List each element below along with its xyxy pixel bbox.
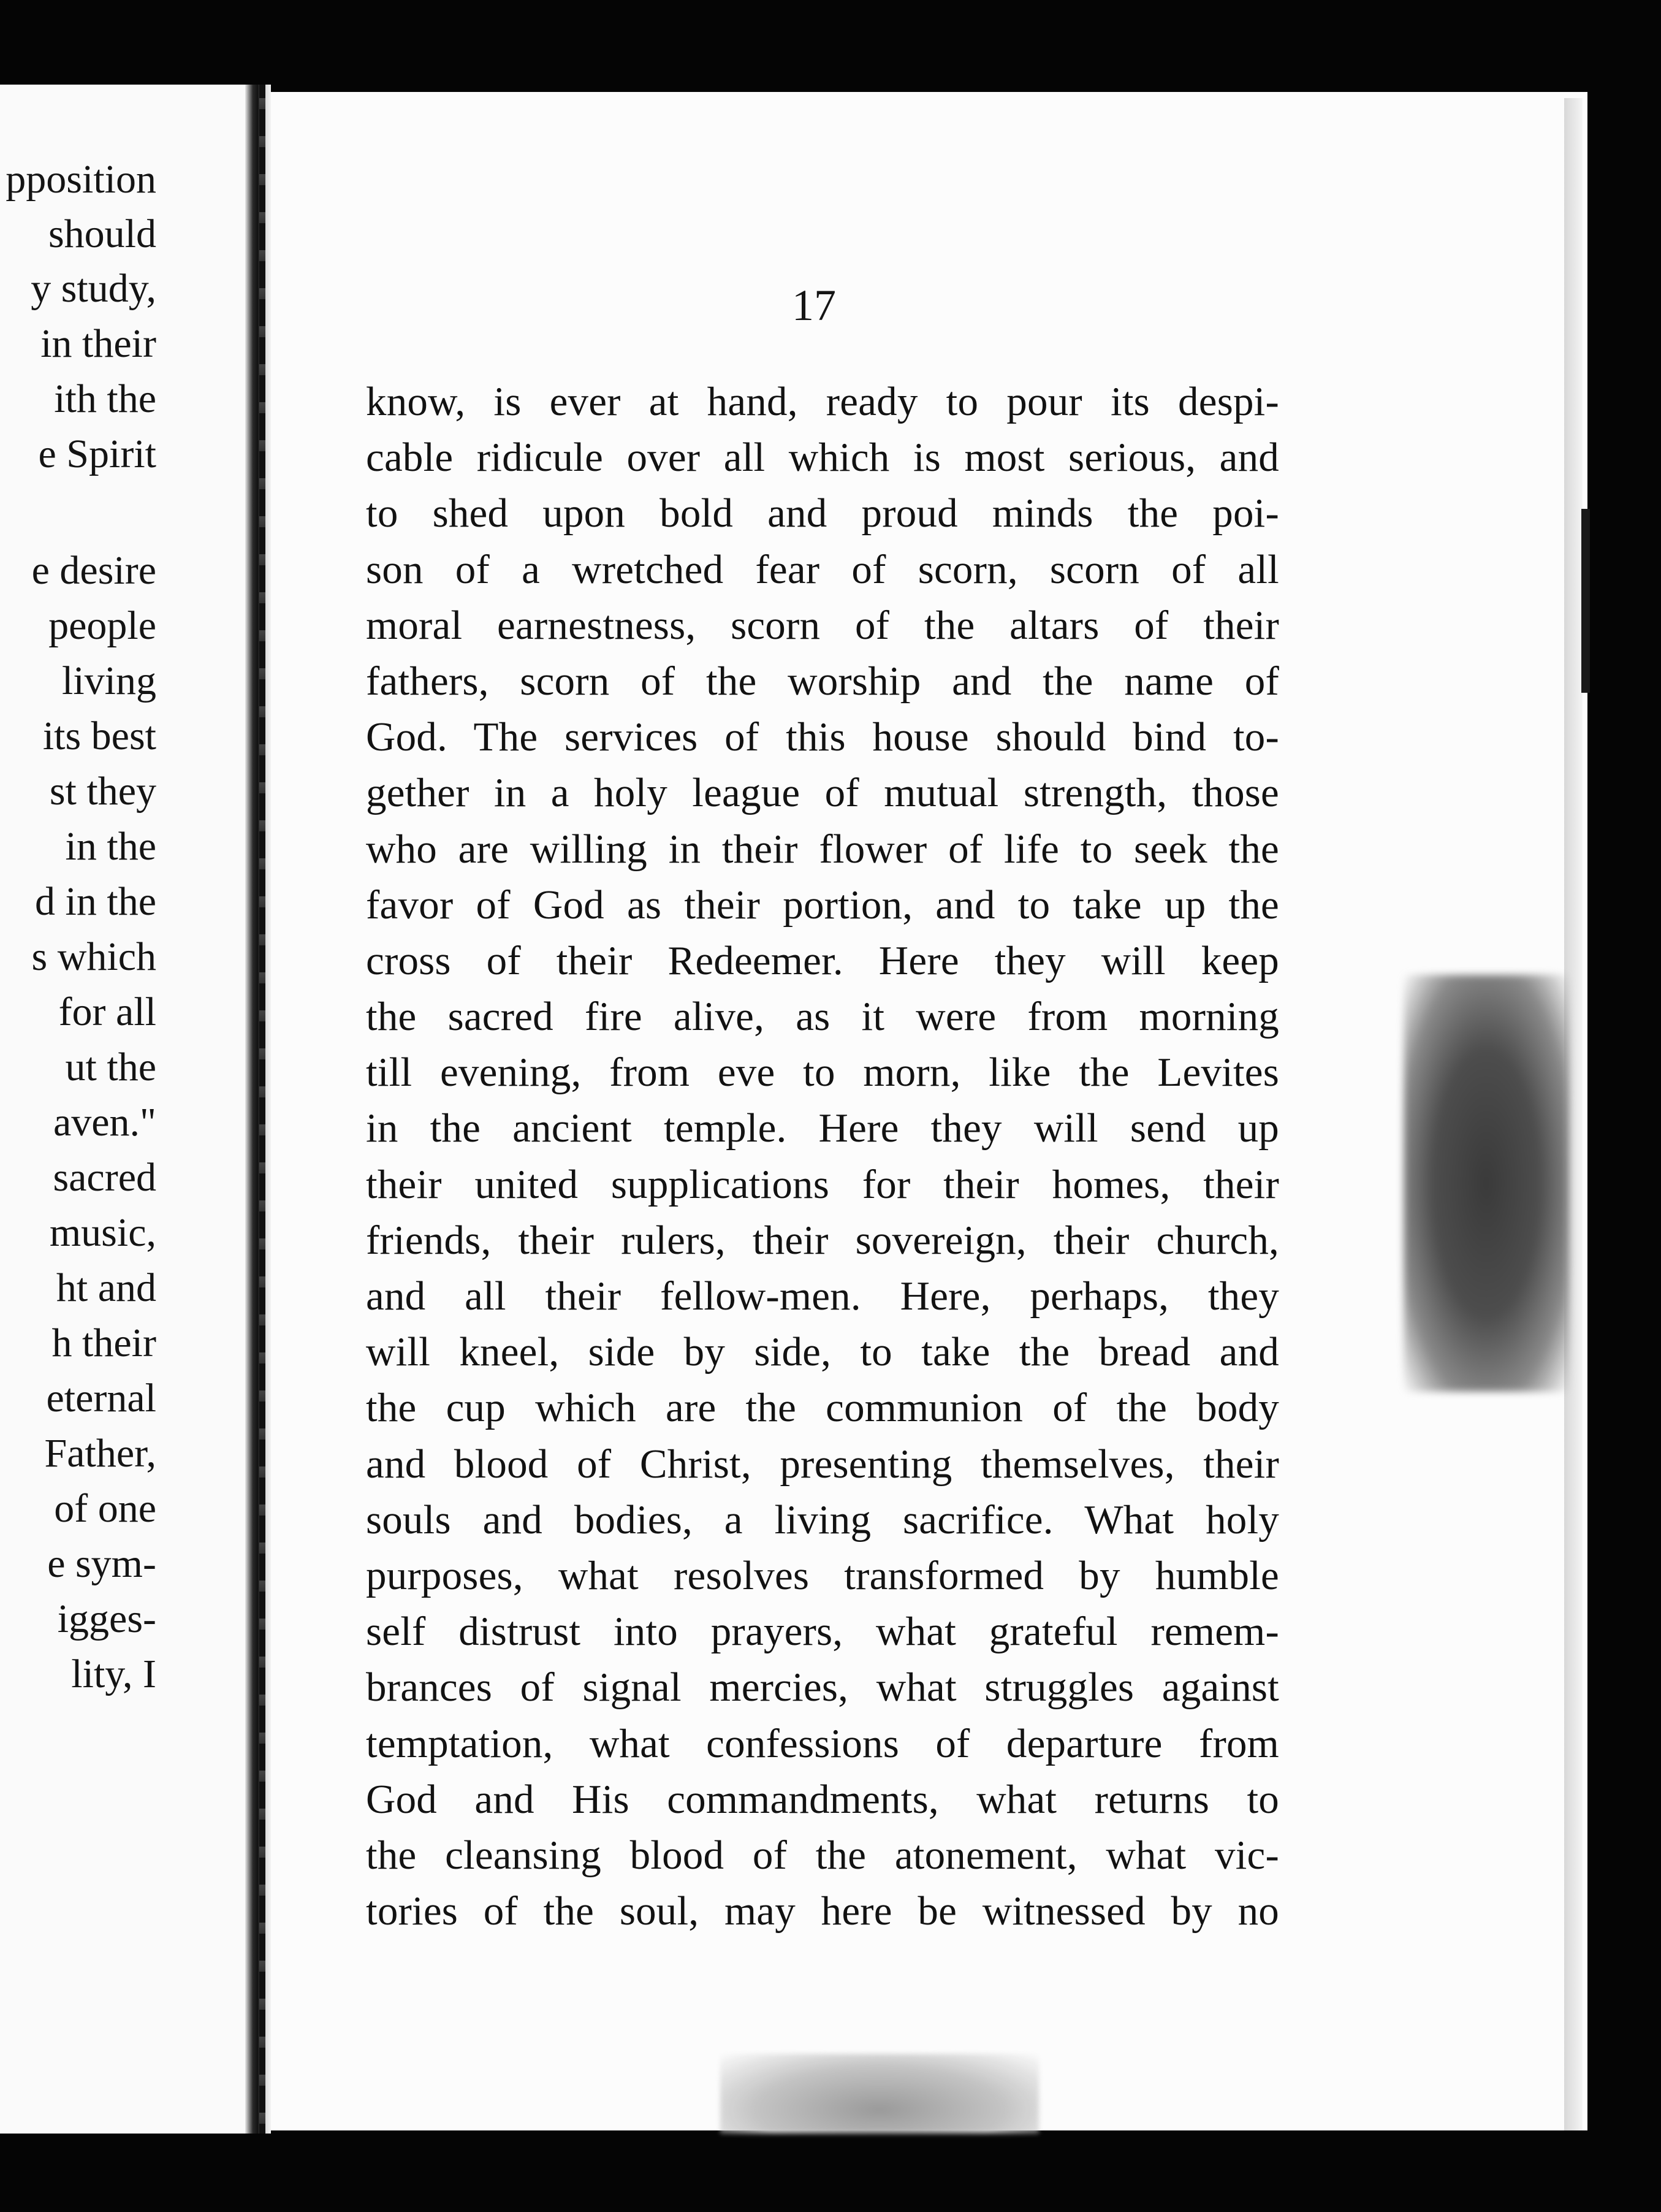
- text-line: self distrust into prayers, what grateful remem-: [366, 1609, 1279, 1655]
- left-text-fragment: eternal: [46, 1376, 156, 1421]
- text-line: purposes, what resolves transformed by humble: [366, 1552, 1279, 1598]
- left-text-fragment: aven.": [53, 1100, 156, 1145]
- text-line: know, is ever at hand, ready to pour its despi-: [366, 379, 1279, 424]
- left-text-fragment: in the: [65, 824, 156, 869]
- left-text-fragment: sacred: [53, 1155, 156, 1200]
- left-text-fragment: d in the: [35, 879, 156, 924]
- left-text-fragment: people: [48, 603, 156, 648]
- left-text-fragment: igges-: [57, 1596, 156, 1641]
- page-body-text: [366, 374, 1279, 1939]
- text-line: gether in a holy league of mutual strength, those: [366, 770, 1279, 816]
- left-text-fragment: st they: [49, 769, 156, 814]
- scan-shadow-bottom: [720, 2054, 1039, 2134]
- left-text-fragment: living: [61, 658, 156, 703]
- left-text-fragment: e sym-: [47, 1541, 156, 1586]
- text-line: fathers, scorn of the worship and the name of: [366, 658, 1279, 704]
- left-text-fragment: its best: [42, 714, 156, 758]
- text-line: in the ancient temple. Here they will send up: [366, 1105, 1279, 1151]
- left-text-fragment: s which: [31, 934, 156, 979]
- left-text-fragment: e desire: [31, 548, 156, 593]
- text-line: moral earnestness, scorn of the altars of their: [366, 602, 1279, 648]
- left-text-fragment: e Spirit: [38, 432, 156, 476]
- left-text-fragment: ith the: [54, 376, 156, 421]
- text-line: brances of signal mercies, what struggles against: [366, 1665, 1279, 1710]
- page-number: 17: [792, 281, 836, 330]
- text-line: God and His commandments, what returns to: [366, 1776, 1279, 1822]
- left-text-fragment: should: [48, 212, 156, 256]
- text-line: to shed upon bold and proud minds the poi-: [366, 490, 1279, 536]
- text-line: till evening, from eve to morn, like the Levites: [366, 1050, 1279, 1096]
- text-line: who are willing in their flower of life to seek the: [366, 826, 1279, 872]
- text-line: temptation, what confessions of departure from: [366, 1720, 1279, 1766]
- text-line: son of a wretched fear of scorn, scorn of all: [366, 546, 1279, 592]
- left-text-fragment: for all: [58, 990, 156, 1034]
- left-facing-page: [0, 85, 254, 2134]
- text-line: cable ridicule over all which is most serious, and: [366, 435, 1279, 481]
- text-line: the cleansing blood of the atonement, what vic-: [366, 1832, 1279, 1878]
- scan-shadow-right: [1404, 975, 1569, 1392]
- left-text-fragment: ut the: [65, 1045, 156, 1089]
- text-line: their united supplications for their homes, their: [366, 1161, 1279, 1207]
- text-line: tories of the soul, may here be witnessed by no: [366, 1888, 1279, 1934]
- text-line: and all their fellow-men. Here, perhaps, they: [366, 1273, 1279, 1319]
- text-line: and blood of Christ, presenting themselves, their: [366, 1441, 1279, 1487]
- left-text-fragment: ht and: [56, 1265, 156, 1310]
- text-line: souls and bodies, a living sacrifice. What holy: [366, 1497, 1279, 1543]
- text-line: the cup which are the communion of the body: [366, 1385, 1279, 1431]
- book-gutter: [245, 85, 271, 2134]
- left-text-fragment: music,: [49, 1210, 156, 1255]
- text-line: cross of their Redeemer. Here they will keep: [366, 937, 1279, 983]
- text-line: God. The services of this house should bind to-: [366, 714, 1279, 760]
- left-text-fragment: in their: [40, 321, 156, 366]
- left-text-fragment: Father,: [44, 1431, 156, 1476]
- left-text-fragment: pposition: [6, 157, 156, 202]
- left-text-fragment: y study,: [31, 266, 156, 311]
- left-text-fragment: of one: [54, 1486, 156, 1531]
- left-text-fragment: h their: [51, 1321, 156, 1365]
- text-line: friends, their rulers, their sovereign, their church,: [366, 1217, 1279, 1263]
- text-line: the sacred fire alive, as it were from morning: [366, 994, 1279, 1040]
- left-text-fragment: lity, I: [71, 1652, 156, 1696]
- text-line: will kneel, side by side, to take the bread and: [366, 1329, 1279, 1375]
- torn-page-edge: [259, 85, 265, 2134]
- text-line: favor of God as their portion, and to take up the: [366, 882, 1279, 928]
- scan-edge-mark: [1581, 509, 1590, 693]
